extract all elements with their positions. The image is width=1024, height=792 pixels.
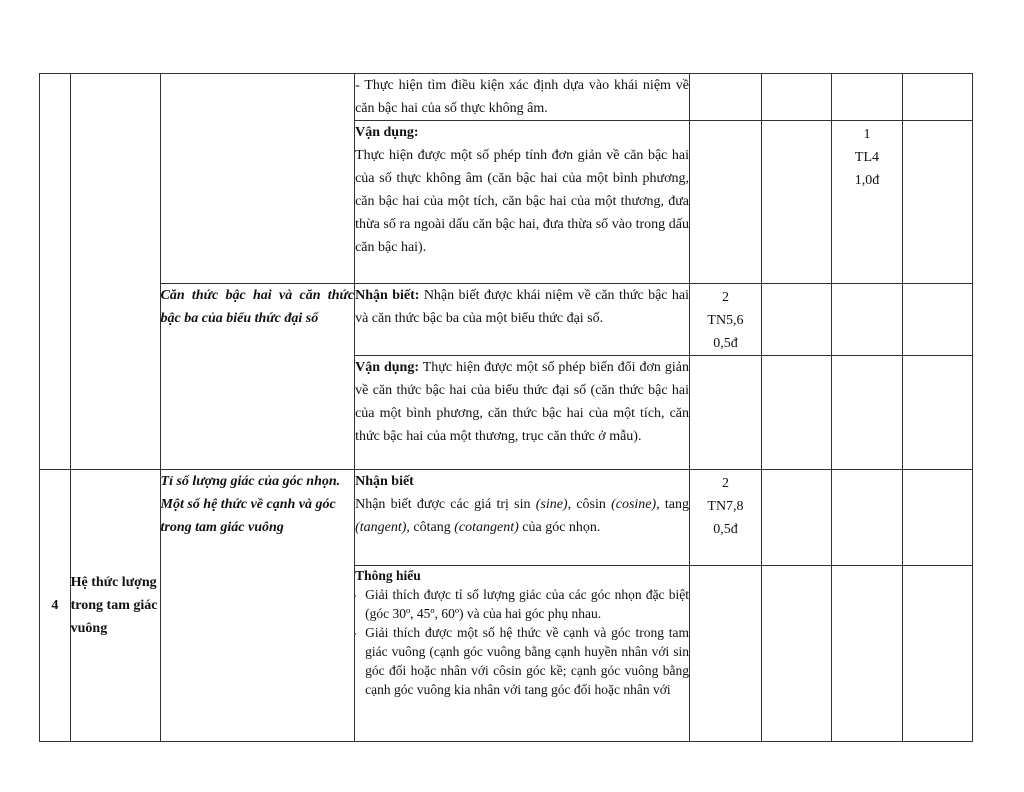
level-cell	[761, 284, 831, 356]
requirement-cell	[355, 356, 690, 470]
question-score: 1,0đ	[854, 173, 880, 188]
question-code: TN5,6	[707, 313, 744, 328]
level-cell	[690, 74, 762, 121]
level-cell	[903, 470, 973, 566]
level-cell	[690, 356, 762, 470]
level-label: Thông hiểu	[355, 568, 421, 583]
requirement-text-part: , côsin	[567, 497, 612, 512]
question-code: TN7,8	[707, 499, 744, 514]
chapter-cell	[70, 470, 160, 742]
level-label: Nhận biết	[355, 474, 414, 489]
table-row	[40, 284, 1024, 356]
term-cotangent: (cotangent)	[454, 520, 519, 535]
level-cell	[831, 74, 902, 121]
chapter-cell	[70, 74, 160, 470]
requirement-cell	[355, 470, 690, 566]
requirement-text: Thực hiện được một số phép tính đơn giản về căn bậc hai của số thực không âm (căn bậc hai của một bình phương, căn bậc hai của một tích, căn bậc hai của một thương, đưa thừa số ra ngoài dấu căn bậc hai, đưa thừa số vào trong dấu căn bậc hai).	[355, 148, 690, 255]
requirement-text-part: của góc nhọn.	[518, 520, 601, 535]
level-cell	[831, 470, 902, 566]
requirement-text-part: , côtang	[406, 520, 455, 535]
level-cell	[761, 121, 831, 284]
topic-cell	[160, 284, 355, 470]
level-cell	[690, 121, 762, 284]
level-cell	[831, 566, 902, 742]
no-cell	[40, 470, 71, 742]
level-cell-nhan-biet	[690, 470, 762, 566]
level-cell-van-dung	[831, 121, 902, 284]
level-cell	[690, 566, 762, 742]
requirement-cell	[355, 121, 690, 284]
requirement-text: Nhận biết được khái niệm về căn thức bậc hai và căn thức bậc ba của một biểu thức đại số.	[355, 288, 690, 326]
question-code: TL4	[854, 150, 880, 165]
question-score: 0,5đ	[713, 336, 738, 351]
list-item	[355, 585, 689, 623]
level-cell	[903, 284, 973, 356]
list-item	[355, 623, 689, 699]
level-cell-nhan-biet	[690, 284, 762, 356]
question-count: 1	[863, 127, 871, 142]
level-cell	[831, 284, 902, 356]
term-cosine: (cosine)	[611, 497, 657, 512]
topic-text: Tỉ số lượng giác của góc nhọn. Một số hệ thức về cạnh và góc trong tam giác vuông	[160, 474, 341, 535]
assessment-matrix-table	[39, 73, 1024, 742]
level-cell	[903, 74, 973, 121]
level-cell	[903, 121, 973, 284]
chapter-text: Hệ thức lượng trong tam giác vuông	[70, 575, 158, 636]
row-number: 4	[51, 598, 59, 613]
level-label: Vận dụng:	[355, 360, 419, 375]
requirement-text-part: Nhận biết được các giá trị sin	[355, 497, 536, 512]
requirement-text-part: , tang	[656, 497, 690, 512]
topic-cell	[160, 74, 355, 284]
question-count: 2	[721, 476, 729, 491]
level-cell	[761, 356, 831, 470]
level-cell	[903, 566, 973, 742]
term-tangent: (tangent)	[355, 520, 407, 535]
requirement-text: - Thực hiện tìm điều kiện xác định dựa vào khái niệm về căn bậc hai của số thực không âm.	[355, 78, 690, 116]
requirement-text: Giải thích được một số hệ thức về cạnh và góc trong tam giác vuông (cạnh góc vuông bằng cạnh huyền nhân với sin góc đối hoặc nhân với côsin góc kề; cạnh góc vuông bằng cạnh góc vuông kia nhân với tang góc đối hoặc nhân với	[365, 625, 690, 697]
question-count: 2	[721, 290, 729, 305]
level-cell	[761, 470, 831, 566]
level-cell	[903, 356, 973, 470]
no-cell	[40, 74, 71, 470]
level-label: Nhận biết:	[355, 288, 420, 303]
requirement-cell	[355, 566, 690, 742]
topic-cell	[160, 470, 355, 742]
level-cell	[761, 566, 831, 742]
table-row	[40, 74, 1024, 121]
level-label: Vận dụng:	[355, 125, 419, 140]
level-cell	[831, 356, 902, 470]
requirement-text	[355, 493, 689, 539]
requirement-cell	[355, 284, 690, 356]
requirement-text: Thực hiện được một số phép biến đổi đơn giản về căn thức bậc hai của biểu thức đại số (căn thức bậc hai của một bình phương, căn thức bậc hai của một tích, căn thức bậc hai của một thương, trục căn thức ở mẫu).	[355, 360, 690, 444]
requirement-cell	[355, 74, 690, 121]
term-sine: (sine)	[535, 497, 568, 512]
table-row	[40, 470, 1024, 566]
level-cell	[761, 74, 831, 121]
question-score: 0,5đ	[713, 522, 738, 537]
topic-text: Căn thức bậc hai và căn thức bậc ba của biểu thức đại số	[160, 288, 355, 326]
requirement-text: Giải thích được tỉ số lượng giác của các góc nhọn đặc biệt (góc 30º, 45º, 60º) và của hai góc phụ nhau.	[365, 587, 690, 621]
